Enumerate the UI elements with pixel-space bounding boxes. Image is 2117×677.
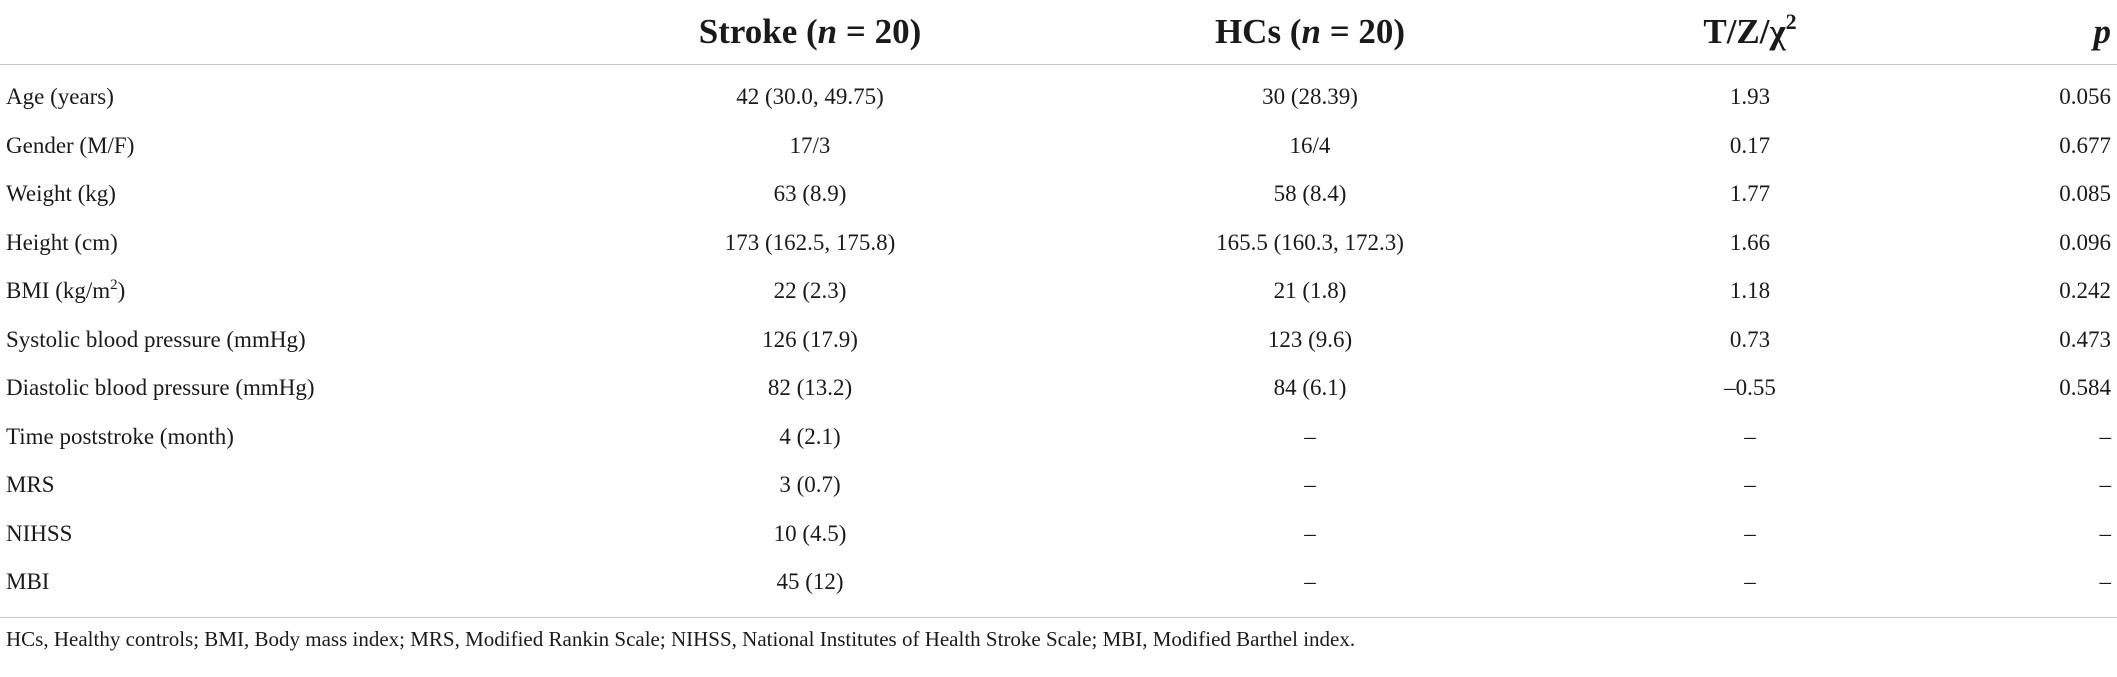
statistic-value: – <box>1540 558 1960 617</box>
header-hcs-rest: = 20) <box>1320 12 1406 51</box>
header-hcs-n: n <box>1301 12 1321 51</box>
p-value: 0.096 <box>2059 229 2111 255</box>
header-statistic <box>1540 0 1960 65</box>
table-row <box>0 413 2117 462</box>
header-row <box>0 0 2117 65</box>
table-row <box>0 65 2117 122</box>
row-label: Gender (M/F) <box>6 132 135 158</box>
table-row <box>0 219 2117 268</box>
stroke-value: 22 (2.3) <box>773 278 847 304</box>
p-value: 0.085 <box>2059 181 2111 207</box>
p-value: 0.584 <box>2059 375 2111 401</box>
hcs-value: – <box>1304 520 1316 546</box>
hcs-value: 21 (1.8) <box>1273 278 1347 304</box>
statistic-value: – <box>1744 472 1756 498</box>
header-p-text: p <box>2093 12 2111 51</box>
stroke-value: 10 (4.5) <box>773 520 847 546</box>
p-value: – <box>2099 423 2111 449</box>
row-label: MBI <box>0 558 540 617</box>
statistic-value: 1.77 <box>1729 181 1771 207</box>
table-row <box>0 558 2117 617</box>
hcs-value: 58 (8.4) <box>1273 181 1347 207</box>
table-row <box>0 364 2117 413</box>
statistic-value: 1.66 <box>1729 229 1771 255</box>
p-value: 0.242 <box>2059 278 2111 304</box>
row-label: MRS <box>6 472 55 498</box>
statistic-value: 0.17 <box>1729 132 1771 158</box>
statistic-value: 0.73 <box>1729 326 1771 352</box>
header-blank <box>0 0 540 65</box>
p-value: – <box>2099 472 2111 498</box>
header-statistic-text: T/Z/χ <box>1703 12 1786 51</box>
hcs-value: 30 (28.39) <box>1262 84 1358 110</box>
statistic-value: 1.18 <box>1729 278 1771 304</box>
row-label: Diastolic blood pressure (mmHg) <box>6 375 315 401</box>
p-value: – <box>2099 520 2111 546</box>
statistic-value: – <box>1744 423 1756 449</box>
p-value: 0.677 <box>2059 132 2111 158</box>
stroke-value: 42 (30.0, 49.75) <box>736 84 884 110</box>
row-label: Weight (kg) <box>6 181 116 207</box>
stroke-value: 3 (0.7) <box>779 472 841 498</box>
header-stroke-n: n <box>817 12 838 51</box>
table-row <box>0 267 2117 316</box>
row-label: Height (cm) <box>6 229 118 255</box>
p-value: 0.473 <box>2059 326 2111 352</box>
p-value: 0.056 <box>2059 84 2111 110</box>
row-label-sup: 2 <box>110 277 118 294</box>
hcs-value: 16/4 <box>1289 132 1331 158</box>
table-row <box>0 170 2117 219</box>
hcs-value: 165.5 (160.3, 172.3) <box>1216 229 1404 255</box>
row-label: NIHSS <box>6 520 73 546</box>
statistic-value: 1.93 <box>1729 84 1771 110</box>
stroke-value: 17/3 <box>789 132 831 158</box>
table-row <box>0 122 2117 171</box>
header-stroke <box>540 0 1080 65</box>
row-label-prefix: BMI (kg/m <box>6 278 111 304</box>
row-label-suffix: ) <box>117 278 126 304</box>
table-header <box>0 0 2117 65</box>
hcs-value: – <box>1080 558 1540 617</box>
row-label: Systolic blood pressure (mmHg) <box>6 326 306 352</box>
header-hcs-text: HCs ( <box>1214 12 1302 51</box>
table-body <box>0 65 2117 618</box>
hcs-value: – <box>1304 472 1316 498</box>
table-row <box>0 316 2117 365</box>
hcs-value: 84 (6.1) <box>1273 375 1347 401</box>
stroke-value: 173 (162.5, 175.8) <box>724 229 896 255</box>
table-row <box>0 510 2117 559</box>
stroke-value: 82 (13.2) <box>767 375 853 401</box>
stroke-value: 63 (8.9) <box>773 181 847 207</box>
header-hcs <box>1080 0 1540 65</box>
row-label: Time poststroke (month) <box>6 423 234 449</box>
p-value: – <box>1960 558 2117 617</box>
stroke-value: 126 (17.9) <box>762 326 858 352</box>
stroke-value: 45 (12) <box>540 558 1080 617</box>
hcs-value: 123 (9.6) <box>1267 326 1353 352</box>
table-footnote: HCs, Healthy controls; BMI, Body mass index; MRS, Modified Rankin Scale; NIHSS, National Institutes of Health Stroke Scale; MBI, Modified Barthel index. <box>6 627 1356 651</box>
statistic-value: –0.55 <box>1724 375 1776 401</box>
header-stroke-text: Stroke ( <box>698 12 818 51</box>
row-label: Age (years) <box>6 84 114 110</box>
header-p-value <box>1960 0 2117 65</box>
hcs-value: – <box>1304 423 1316 449</box>
stroke-value: 4 (2.1) <box>779 423 841 449</box>
statistic-value: – <box>1744 520 1756 546</box>
header-statistic-sup: 2 <box>1785 9 1797 34</box>
row-label <box>0 267 540 316</box>
table-row <box>0 461 2117 510</box>
header-stroke-rest: = 20) <box>837 12 922 51</box>
